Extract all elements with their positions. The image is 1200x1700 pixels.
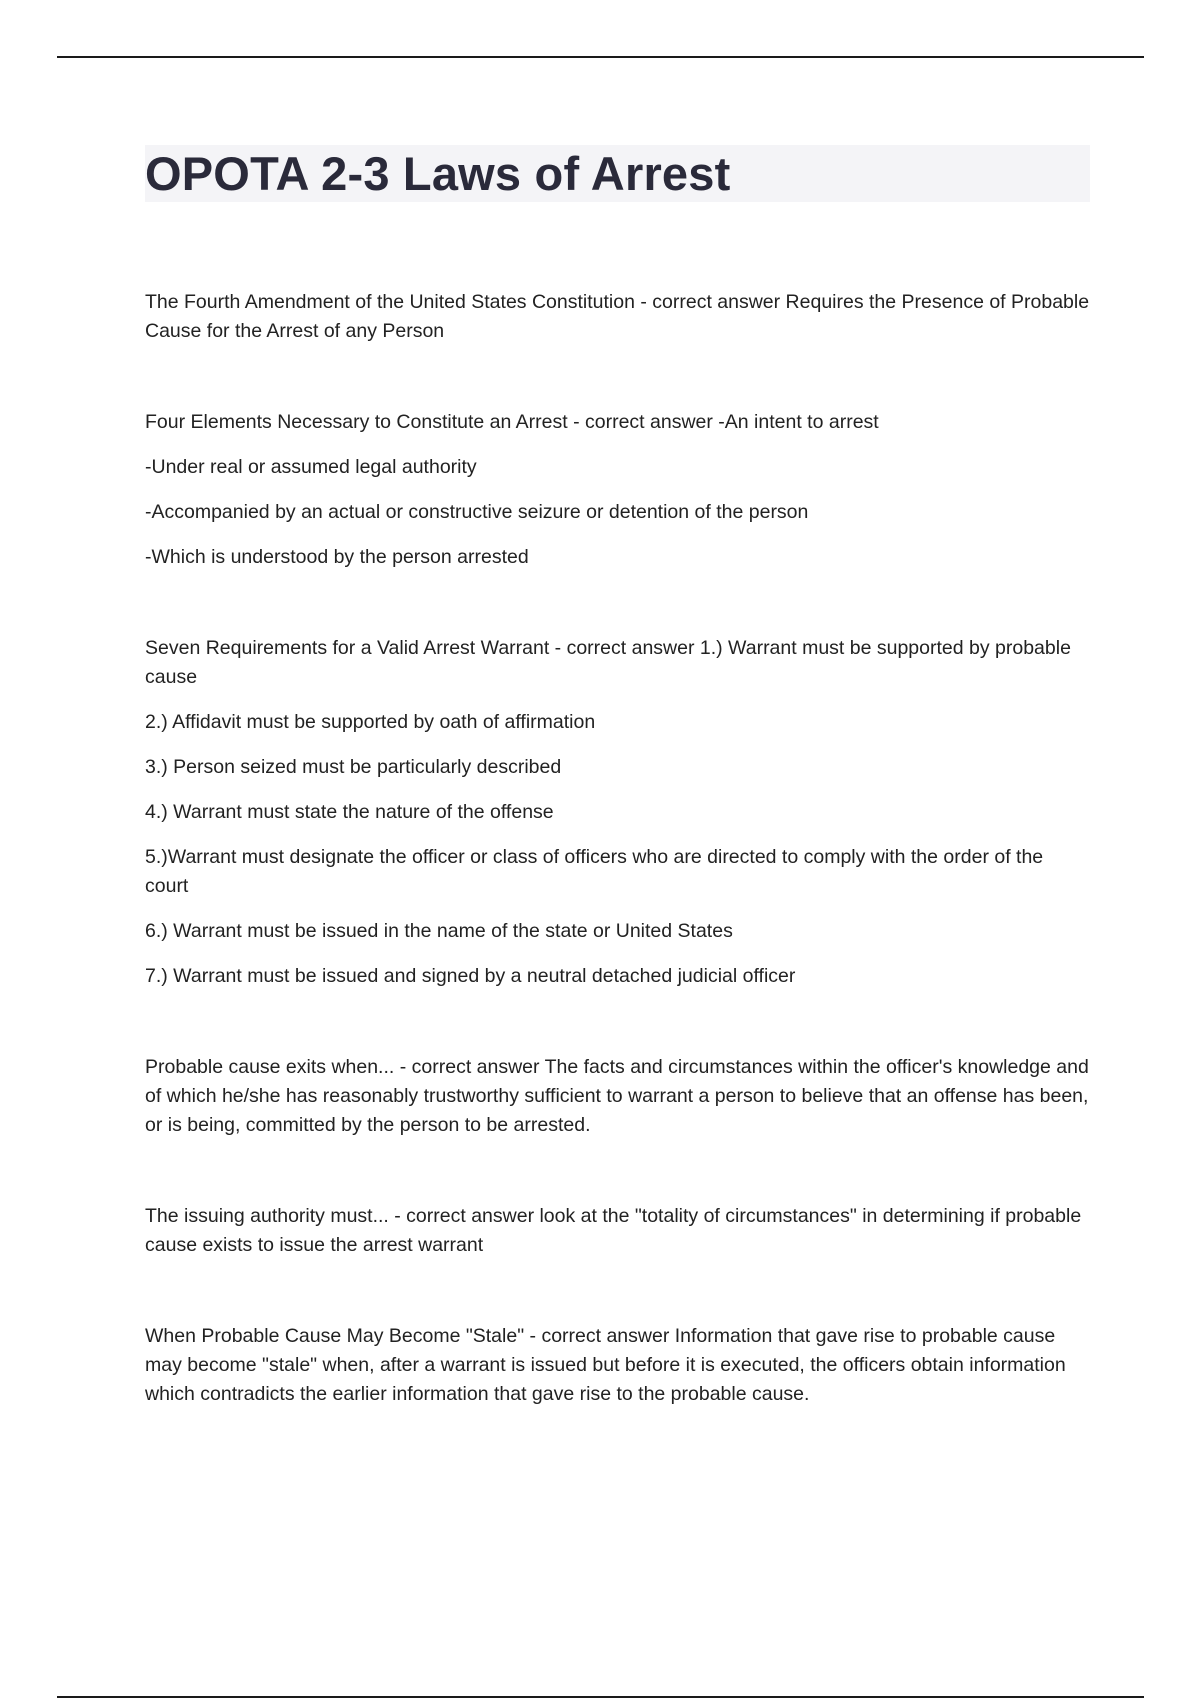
qa-entry-issuing-authority — [145, 1202, 1090, 1260]
qa-line: Probable cause exits when... - correct answer The facts and circumstances within the officer's knowledge and of which he/she has reasonably trustworthy sufficient to warrant a person to believe that an offense has been, or is being, committed by the person to be arrested. — [145, 1056, 1089, 1136]
qa-entry-warrant-requirements — [145, 634, 1090, 991]
qa-line: -Accompanied by an actual or constructive seizure or detention of the person — [145, 501, 809, 523]
qa-line: The Fourth Amendment of the United States Constitution - correct answer Requires the Presence of Probable Cause for the Arrest of any Person — [145, 291, 1090, 342]
qa-line: The issuing authority must... - correct answer look at the "totality of circumstances" in determining if probable cause exists to issue the arrest warrant — [145, 1205, 1082, 1256]
top-divider — [57, 56, 1144, 58]
qa-line: 4.) Warrant must state the nature of the offense — [145, 801, 554, 823]
qa-line: 2.) Affidavit must be supported by oath of affirmation — [145, 711, 596, 733]
qa-line: 6.) Warrant must be issued in the name of the state or United States — [145, 920, 733, 942]
qa-line: 3.) Person seized must be particularly described — [145, 756, 562, 778]
qa-entry-probable-cause — [145, 1053, 1090, 1140]
qa-line: When Probable Cause May Become "Stale" - correct answer Information that gave rise to probable cause may become "stale" when, after a warrant is issued but before it is executed, the officers obtain information which contradicts the earlier information that gave rise to the probable cause. — [145, 1325, 1066, 1405]
qa-line: Four Elements Necessary to Constitute an Arrest - correct answer -An intent to arrest — [145, 411, 879, 433]
qa-line: -Under real or assumed legal authority — [145, 456, 477, 478]
page-title: OPOTA 2-3 Laws of Arrest — [145, 147, 731, 200]
qa-line: 5.)Warrant must designate the officer or class of officers who are directed to comply with the order of the court — [145, 846, 1044, 897]
qa-entry-stale-probable-cause — [145, 1322, 1090, 1409]
qa-line: Seven Requirements for a Valid Arrest Warrant - correct answer 1.) Warrant must be supported by probable cause — [145, 637, 1071, 688]
bottom-divider — [57, 1696, 1144, 1698]
qa-line: 7.) Warrant must be issued and signed by a neutral detached judicial officer — [145, 965, 796, 987]
qa-entry-fourth-amendment — [145, 288, 1090, 346]
qa-line: -Which is understood by the person arrested — [145, 546, 529, 568]
document-body — [145, 288, 1090, 1471]
qa-entry-arrest-elements — [145, 408, 1090, 572]
